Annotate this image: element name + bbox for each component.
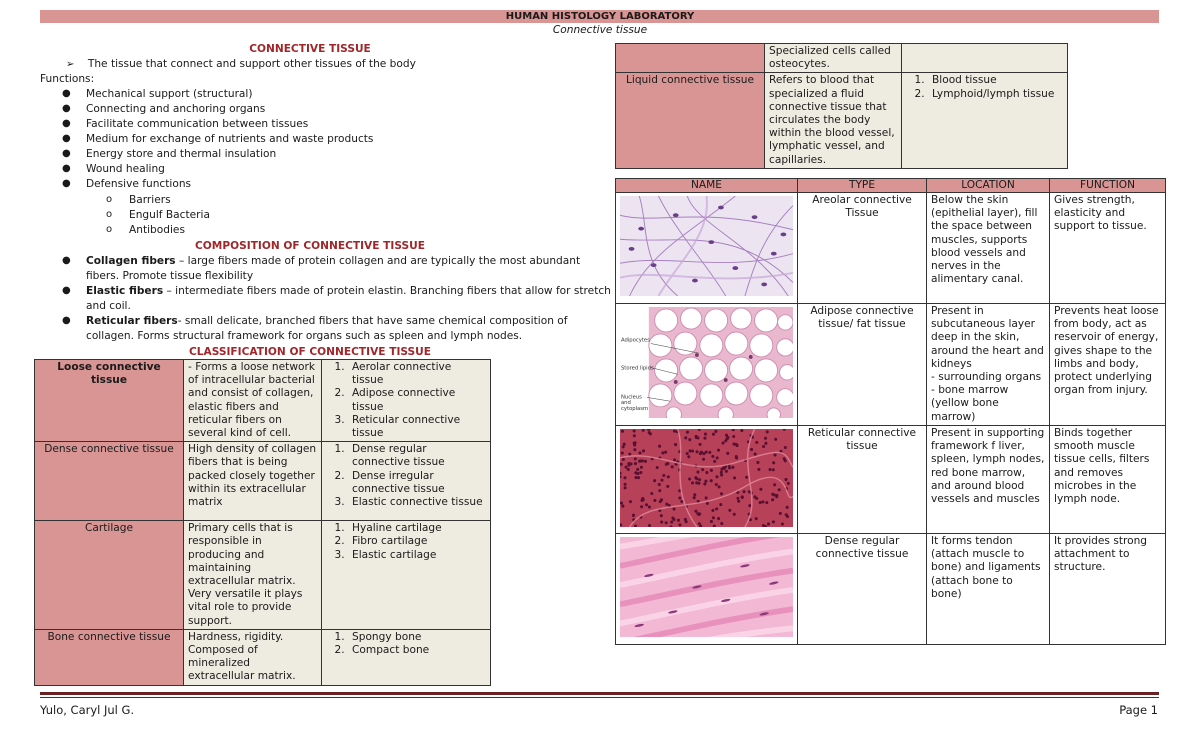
image-cell (616, 534, 798, 645)
function-cell: It provides strong attachment to structure. (1050, 534, 1166, 645)
function-cell: Gives strength, elasticity and support to tissue. (1050, 193, 1166, 304)
table-row (35, 629, 491, 685)
bullet-icon: ● (62, 178, 71, 189)
class-types-cell (322, 442, 491, 521)
author-name: Yulo, Caryl Jul G. (40, 703, 135, 717)
list-item: 1. Blood tissue (928, 74, 1063, 87)
composition-item-continued: and coil. (86, 300, 131, 312)
function-cell: Prevents heat loose from body, act as reservoir of energy, gives shape to the limbs and body, protect underlying organ from injury. (1050, 304, 1166, 426)
classification-table (34, 359, 491, 686)
list-item: 2. Adipose connective tissue (348, 387, 486, 413)
functions-label: Functions: (40, 73, 95, 85)
table-row (616, 73, 1068, 168)
location-cell: It forms tendon (attach muscle to bone) and ligaments (attach bone to bone) (927, 534, 1050, 645)
list-item: 2. Dense irregular connective tissue (348, 470, 486, 496)
table-header-row (616, 179, 1166, 193)
section-heading-composition: COMPOSITION OF CONNECTIVE TISSUE (195, 240, 425, 252)
tissue-types-table (615, 178, 1166, 645)
composition-item: Collagen fibers – large fibers made of protein collagen and are typically the most abundant (86, 255, 581, 267)
bullet-icon: ● (62, 133, 71, 144)
bullet-icon: ● (62, 148, 71, 159)
list-item: 2. Fibro cartilage (348, 535, 486, 548)
label-and: and (620, 400, 631, 407)
continued-classification-table (615, 43, 1068, 169)
definition-line: ➢ The tissue that connect and support other tissues of the body (66, 58, 416, 70)
table-row (35, 442, 491, 521)
table-row (35, 521, 491, 630)
types-list (326, 361, 486, 440)
adipose-tissue-micrograph (620, 307, 793, 418)
bullet-icon: ● (62, 88, 71, 99)
bullet-icon: ● (62, 103, 71, 114)
class-name-cell: Cartilage (35, 521, 184, 630)
class-types-cell (322, 629, 491, 685)
types-list (906, 74, 1063, 100)
class-desc-cell: Hardness, rigidity. Composed of mineralized extracellular matrix. (184, 629, 322, 685)
type-cell: Areolar connective Tissue (798, 193, 927, 304)
bullet-icon: ● (62, 118, 71, 129)
footer-rule-thin (40, 697, 1159, 698)
section-heading-classification: CLASSIFICATION OF CONNECTIVE TISSUE (188, 346, 432, 358)
table-row (35, 360, 491, 442)
function-item: Connecting and anchoring organs (86, 103, 266, 115)
defensive-item: Engulf Bacteria (129, 209, 210, 221)
column-header-name: NAME (616, 179, 798, 193)
list-item: 1. Hyaline cartilage (348, 522, 486, 535)
column-header-location: LOCATION (927, 179, 1050, 193)
types-list (326, 443, 486, 509)
bullet-icon: ● (62, 255, 71, 266)
image-cell (616, 193, 798, 304)
function-cell: Binds together smooth muscle tissue cells, filters and removes microbes in the lymph node. (1050, 426, 1166, 534)
bullet-icon: ● (62, 285, 71, 296)
function-item: Defensive functions (86, 178, 192, 190)
class-types-cell (322, 360, 491, 442)
class-name-cell: Liquid connective tissue (616, 73, 765, 168)
dense-regular-tissue-micrograph (620, 537, 793, 637)
location-cell: Present in supporting framework f liver, spleen, lymph nodes, red bone marrow, and around blood vessels and muscles (927, 426, 1050, 534)
function-item: Medium for exchange of nutrients and waste products (86, 133, 374, 145)
column-header-type: TYPE (798, 179, 927, 193)
function-item: Mechanical support (structural) (86, 88, 253, 100)
defensive-item: Antibodies (129, 224, 185, 236)
function-item: Wound healing (86, 163, 165, 175)
section-heading-connective-tissue: CONNECTIVE TISSUE (249, 43, 371, 55)
circle-bullet-icon: o (106, 209, 113, 220)
function-item: Energy store and thermal insulation (86, 148, 277, 160)
class-desc-cell: Specialized cells called osteocytes. (765, 44, 902, 73)
arrow-bullet-icon: ➢ (66, 59, 75, 70)
list-item: 1. Aerolar connective tissue (348, 361, 486, 387)
areolar-tissue-micrograph (620, 196, 793, 296)
label-nucleus: Nucleus (620, 394, 642, 401)
list-item: 3. Elastic connective tissue (348, 496, 486, 509)
list-item: 2. Compact bone (348, 644, 486, 657)
list-item: 1. Dense regular connective tissue (348, 443, 486, 469)
image-cell (616, 426, 798, 534)
type-cell: Adipose connective tissue/ fat tissue (798, 304, 927, 426)
class-desc-cell: High density of collagen fibers that is being packed closely together within its extracellular matrix (184, 442, 322, 521)
image-cell (616, 304, 798, 426)
table-row (616, 534, 1166, 645)
footer-rule-thick (40, 692, 1159, 695)
class-desc-cell: Primary cells that is responsible in producing and maintaining extracellular matrix. Very versatile it plays vital role to provide support. (184, 521, 322, 630)
column-header-function: FUNCTION (1050, 179, 1166, 193)
table-row (616, 44, 1068, 73)
fiber-term: Collagen fibers (86, 255, 176, 267)
composition-item-continued: collagen. Forms structural framework for organs such as spleen and lymph nodes. (86, 330, 523, 342)
class-desc-cell: - Forms a loose network of intracellular bacterial and consist of collagen, elastic fibers and reticular fibers on several kind of cell. (184, 360, 322, 442)
bullet-icon: ● (62, 163, 71, 174)
defensive-item: Barriers (129, 194, 171, 206)
reticular-tissue-micrograph (620, 429, 793, 527)
type-cell: Dense regular connective tissue (798, 534, 927, 645)
table-row (616, 304, 1166, 426)
list-item: 3. Reticular connective tissue (348, 414, 486, 440)
label-cytoplasm: cytoplasm (620, 405, 649, 412)
list-item: 2. Lymphoid/lymph tissue (928, 88, 1063, 101)
bullet-icon: ● (62, 315, 71, 326)
class-name-cell: Dense connective tissue (35, 442, 184, 521)
class-name-cell: Bone connective tissue (35, 629, 184, 685)
location-cell: Present in subcutaneous layer deep in the skin, around the heart and kidneys - surrounding organs - bone marrow (yellow bone marrow) (927, 304, 1050, 426)
circle-bullet-icon: o (106, 224, 113, 235)
list-item: 3. Elastic cartilage (348, 549, 486, 562)
types-list (326, 522, 486, 562)
page-number: Page 1 (1119, 703, 1158, 717)
composition-item-continued: fibers. Promote tissue flexibility (86, 270, 254, 282)
empty-cell (616, 44, 765, 73)
types-list (326, 631, 486, 657)
fiber-term: Elastic fibers (86, 285, 164, 297)
circle-bullet-icon: o (106, 194, 113, 205)
label-stored-lipids: Stored lipids (620, 365, 654, 372)
table-row (616, 193, 1166, 304)
empty-cell (902, 44, 1068, 73)
class-name-cell: Loose connective tissue (35, 360, 184, 442)
class-types-cell (902, 73, 1068, 168)
table-row (616, 426, 1166, 534)
class-types-cell (322, 521, 491, 630)
function-item: Facilitate communication between tissues (86, 118, 309, 130)
location-cell: Below the skin (epithelial layer), fill the space between muscles, supports blood vessels and nerves in the alimentary canal. (927, 193, 1050, 304)
document-subtitle: Connective tissue (552, 24, 648, 36)
composition-item: Reticular fibers- small delicate, branched fibers that have same chemical composition of (86, 315, 568, 327)
type-cell: Reticular connective tissue (798, 426, 927, 534)
fiber-term: Reticular fibers (86, 315, 178, 327)
composition-item: Elastic fibers – intermediate fibers made of protein elastin. Branching fibers that allow for stretch (86, 285, 611, 297)
class-desc-cell: Refers to blood that specialized a fluid connective tissue that circulates the body within the blood vessel, lymphatic vessel, and capillaries. (765, 73, 902, 168)
list-item: 1. Spongy bone (348, 631, 486, 644)
document-title: HUMAN HISTOLOGY LABORATORY (505, 11, 695, 22)
label-adipocytes: Adipocytes (620, 337, 650, 344)
